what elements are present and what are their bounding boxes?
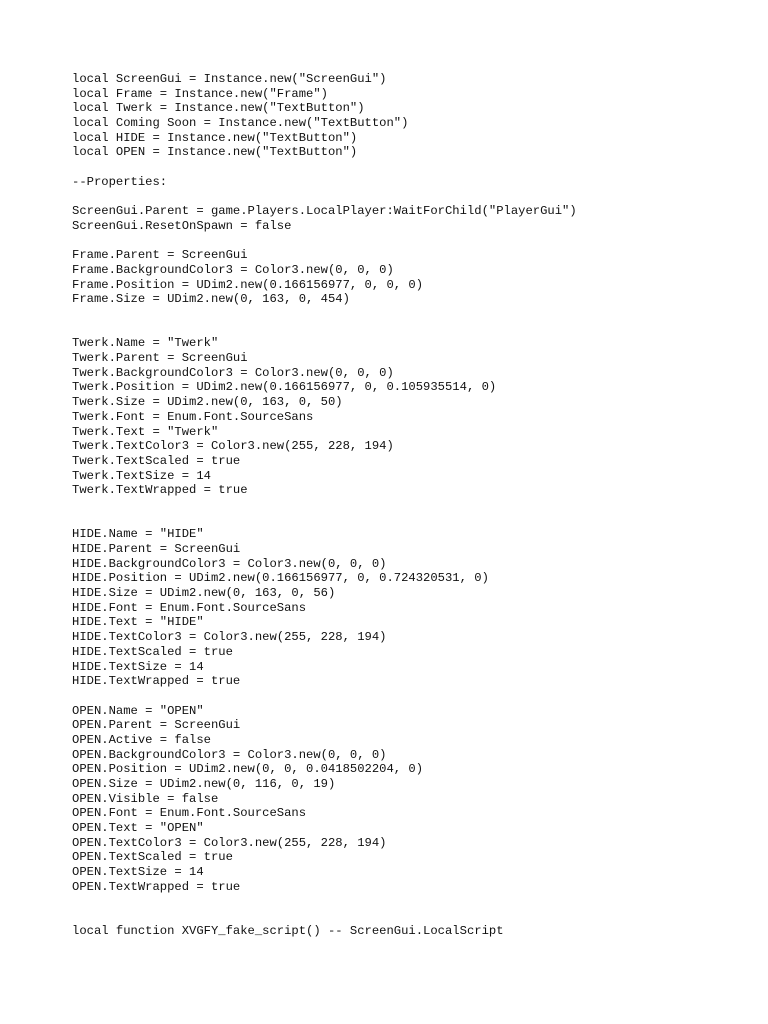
code-line: HIDE.Text = "HIDE" <box>72 615 204 630</box>
code-line: local Twerk = Instance.new("TextButton") <box>72 101 365 116</box>
code-line: OPEN.Font = Enum.Font.SourceSans <box>72 806 307 821</box>
code-line: local Coming Soon = Instance.new("TextButton") <box>72 116 409 131</box>
code-line: Twerk.Size = UDim2.new(0, 163, 0, 50) <box>72 395 343 410</box>
code-line: OPEN.Active = false <box>72 732 211 747</box>
code-line: OPEN.Parent = ScreenGui <box>72 718 241 733</box>
code-line: OPEN.TextWrapped = true <box>72 879 241 894</box>
code-line: Twerk.Name = "Twerk" <box>72 336 219 351</box>
code-line: local HIDE = Instance.new("TextButton") <box>72 130 358 145</box>
code-line: HIDE.TextWrapped = true <box>72 674 241 689</box>
code-line: Twerk.Parent = ScreenGui <box>72 351 248 366</box>
code-line <box>72 190 752 205</box>
code-line: OPEN.Name = "OPEN" <box>72 703 204 718</box>
code-line <box>72 307 752 322</box>
code-line: Twerk.TextColor3 = Color3.new(255, 228, 194) <box>72 439 394 454</box>
code-line: Frame.Size = UDim2.new(0, 163, 0, 454) <box>72 292 350 307</box>
code-line <box>72 498 752 513</box>
code-line: Twerk.BackgroundColor3 = Color3.new(0, 0, 0) <box>72 365 394 380</box>
code-line: ScreenGui.ResetOnSpawn = false <box>72 218 292 233</box>
code-line: Frame.Parent = ScreenGui <box>72 248 248 263</box>
code-line: HIDE.Position = UDim2.new(0.166156977, 0, 0.724320531, 0) <box>72 571 489 586</box>
code-line: local Frame = Instance.new("Frame") <box>72 86 328 101</box>
code-line <box>72 234 752 249</box>
code-line: OPEN.BackgroundColor3 = Color3.new(0, 0, 0) <box>72 747 387 762</box>
code-line: HIDE.Name = "HIDE" <box>72 527 204 542</box>
code-line <box>72 909 752 924</box>
code-line: Twerk.TextScaled = true <box>72 453 241 468</box>
code-line: Twerk.Text = "Twerk" <box>72 424 219 439</box>
code-line: OPEN.TextScaled = true <box>72 850 233 865</box>
code-line: HIDE.Size = UDim2.new(0, 163, 0, 56) <box>72 586 336 601</box>
code-line: HIDE.TextScaled = true <box>72 644 233 659</box>
code-line: OPEN.TextColor3 = Color3.new(255, 228, 194) <box>72 835 387 850</box>
code-line <box>72 689 752 704</box>
code-line <box>72 513 752 528</box>
code-line: local OPEN = Instance.new("TextButton") <box>72 145 358 160</box>
code-line: HIDE.BackgroundColor3 = Color3.new(0, 0, 0) <box>72 556 387 571</box>
code-line: local ScreenGui = Instance.new("ScreenGui") <box>72 72 387 86</box>
code-line: OPEN.Size = UDim2.new(0, 116, 0, 19) <box>72 777 336 791</box>
code-line: OPEN.Position = UDim2.new(0, 0, 0.0418502204, 0) <box>72 762 424 777</box>
code-line: --Properties: <box>72 174 168 189</box>
code-line: Twerk.Position = UDim2.new(0.166156977, 0, 0.105935514, 0) <box>72 380 497 395</box>
code-line: HIDE.Parent = ScreenGui <box>72 542 241 556</box>
code-line: OPEN.Visible = false <box>72 791 219 806</box>
code-line: OPEN.TextSize = 14 <box>72 865 204 880</box>
code-line: Frame.Position = UDim2.new(0.166156977, 0, 0, 0) <box>72 277 424 292</box>
code-line: HIDE.TextColor3 = Color3.new(255, 228, 194) <box>72 630 387 645</box>
code-line: Twerk.TextWrapped = true <box>72 483 248 498</box>
code-line: HIDE.TextSize = 14 <box>72 659 204 674</box>
code-line: OPEN.Text = "OPEN" <box>72 821 204 836</box>
code-block <box>72 72 752 939</box>
code-line <box>72 322 752 337</box>
code-line: HIDE.Font = Enum.Font.SourceSans <box>72 600 307 615</box>
code-line: Frame.BackgroundColor3 = Color3.new(0, 0, 0) <box>72 262 394 277</box>
code-line: ScreenGui.Parent = game.Players.LocalPlayer:WaitForChild("PlayerGui") <box>72 204 577 219</box>
code-line <box>72 895 752 910</box>
code-line: Twerk.TextSize = 14 <box>72 468 211 483</box>
code-line: Twerk.Font = Enum.Font.SourceSans <box>72 409 314 424</box>
code-line: local function XVGFY_fake_script() -- ScreenGui.LocalScript <box>72 923 504 938</box>
code-line <box>72 160 752 175</box>
